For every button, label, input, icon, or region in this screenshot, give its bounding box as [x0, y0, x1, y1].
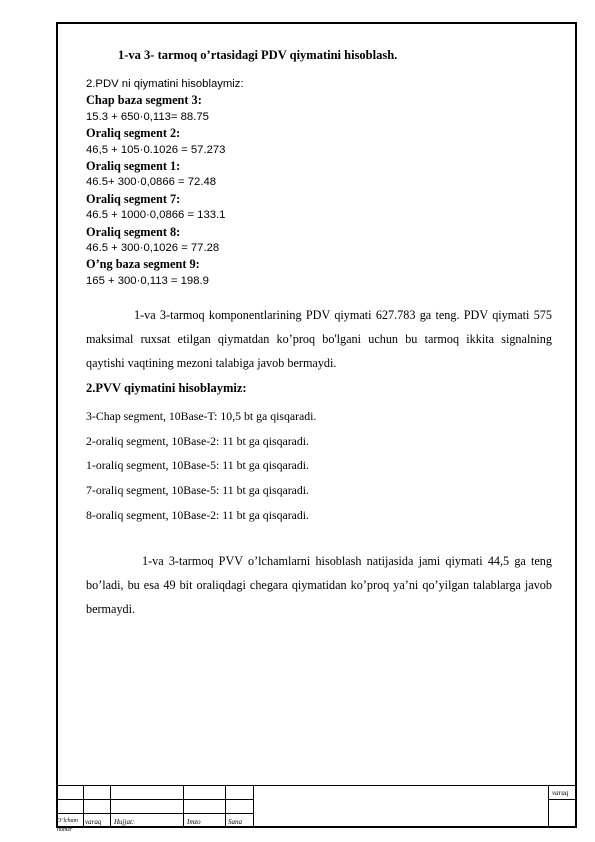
segment-block — [86, 191, 552, 224]
stamp-imzo-label: Imzo — [187, 818, 201, 826]
stamp-cell — [183, 785, 226, 800]
document-body — [86, 48, 552, 621]
segment-block — [86, 256, 552, 289]
pdv-intro: 2.PDV ni qiymatini hisoblaymiz: — [86, 78, 244, 90]
pvv-heading: 2.PVV qiymatini hisoblaymiz: — [86, 381, 247, 396]
title-block — [56, 785, 577, 833]
stamp-varaq-label: varaq — [85, 818, 102, 826]
segment-heading: Oraliq segment 2: — [86, 126, 181, 141]
pvv-conclusion: 1-va 3-tarmoq PVV o’lchamlarni hisoblash natijasida jami qiymati 44,5 ga teng bo’ladi, bu esa 49 bit oraliqdagi chegara qiymatidan ko’proq ya’ni qo’yilgan talablarga javob bermaydi. — [86, 554, 552, 617]
segment-heading: Chap baza segment 3: — [86, 93, 202, 108]
page-title: 1-va 3- tarmoq o’rtasidagi PDV qiymatini hisoblash. — [118, 48, 398, 62]
segment-block — [86, 158, 552, 191]
pvv-item: 3-Chap segment, 10Base-T: 10,5 bt ga qisqaradi. — [86, 409, 317, 424]
pvv-item: 7-oraliq segment, 10Base-5: 11 bt ga qisqaradi. — [86, 483, 309, 498]
stamp-cell — [56, 799, 84, 814]
stamp-varaq-right-label: varaq — [552, 789, 569, 797]
segment-block — [86, 92, 552, 125]
segment-heading: O’ng baza segment 9: — [86, 257, 200, 272]
stamp-cell — [183, 799, 226, 814]
segment-formula: 46.5 + 1000·0,0866 = 133.1 — [86, 209, 226, 222]
pvv-item: 2-oraliq segment, 10Base-2: 11 bt ga qisqaradi. — [86, 433, 309, 448]
pdv-conclusion: 1-va 3-tarmoq komponentlarining PDV qiymati 627.783 ga teng. PDV qiymati 575 maksimal ruxsat etilgan qiymatdan ko’proq bo'lgani uchun bu tarmoq ikkita signalning qaytishi vaqtining mezoni talabiga javob bermaydi. — [86, 308, 552, 371]
pvv-item: 1-oraliq segment, 10Base-5: 11 bt ga qisqaradi. — [86, 458, 309, 473]
segment-block — [86, 125, 552, 158]
segment-heading: Oraliq segment 8: — [86, 224, 181, 239]
stamp-cell — [56, 785, 84, 800]
pvv-item: 8-oraliq segment, 10Base-2: 11 bt ga qisqaradi. — [86, 507, 309, 522]
stamp-ozgarish-label: O’lcham — [57, 818, 78, 824]
stamp-hujjat-label: Hujjat: — [114, 818, 135, 826]
segment-list — [86, 92, 552, 289]
stamp-main-cell — [253, 785, 549, 828]
segment-formula: 46.5 + 300·0,1026 = 77.28 — [86, 242, 220, 255]
stamp-cell — [548, 799, 577, 828]
stamp-cell — [225, 785, 254, 800]
stamp-nomer-label: nomer — [57, 827, 73, 833]
stamp-cell — [110, 785, 184, 800]
segment-block — [86, 224, 552, 257]
segment-heading: Oraliq segment 7: — [86, 191, 181, 206]
segment-formula: 46.5+ 300·0,0866 = 72.48 — [86, 176, 217, 189]
segment-formula: 15.3 + 650·0,113= 88.75 — [86, 110, 209, 123]
stamp-sana-label: Sana — [228, 818, 242, 826]
stamp-cell — [83, 785, 111, 800]
segment-heading: Oraliq segment 1: — [86, 159, 181, 174]
segment-formula: 46,5 + 105·0.1026 = 57.273 — [86, 143, 226, 156]
stamp-cell — [83, 799, 111, 814]
stamp-cell — [225, 799, 254, 814]
segment-formula: 165 + 300·0,113 = 198.9 — [86, 274, 209, 287]
stamp-cell — [110, 799, 184, 814]
pvv-list — [86, 404, 552, 527]
